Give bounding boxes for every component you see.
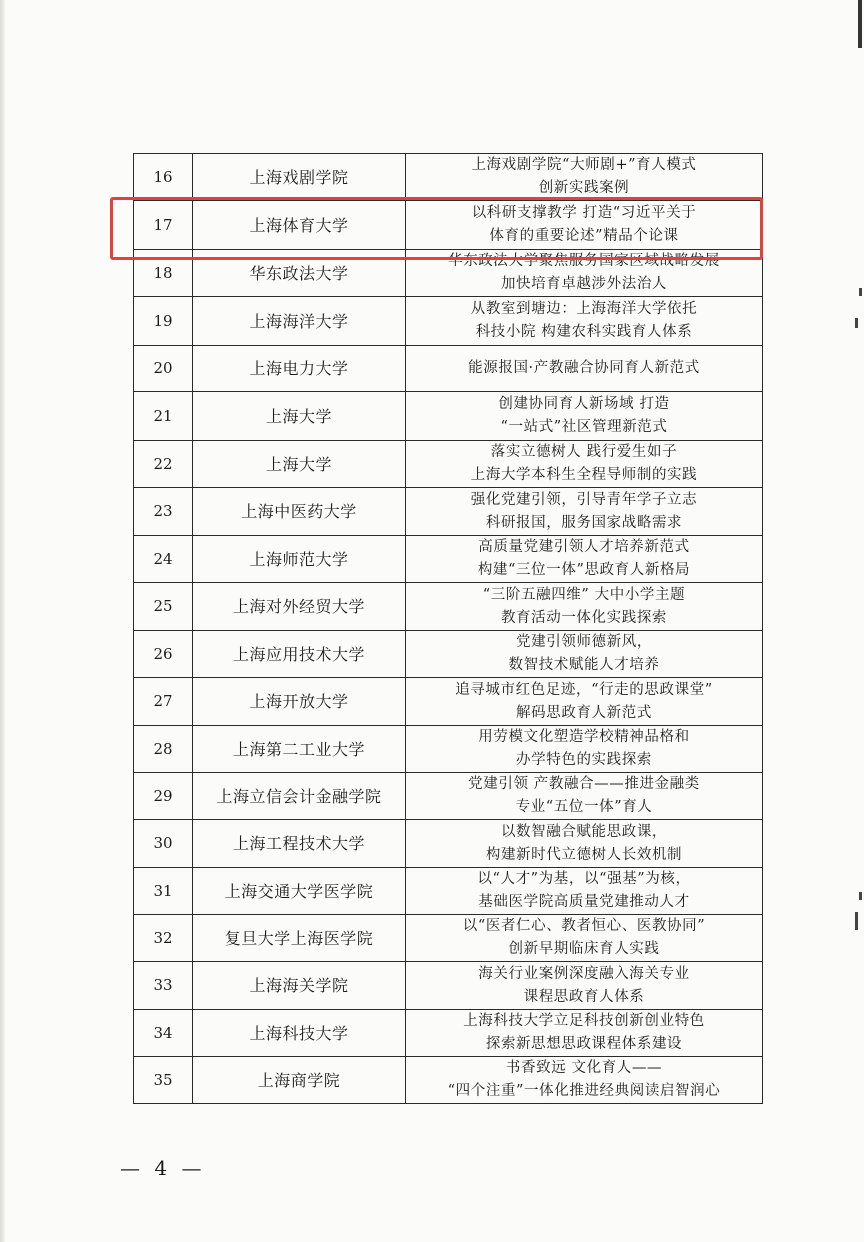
project-title-line: 落实立德树人 践行爱生如子 <box>490 444 678 460</box>
table-row <box>134 678 763 726</box>
table-row <box>134 583 763 631</box>
row-number: 34 <box>134 1010 193 1057</box>
project-title-line: 创新实践案例 <box>538 180 630 196</box>
school-name: 上海体育大学 <box>193 201 406 250</box>
school-name: 上海商学院 <box>193 1057 406 1104</box>
row-number: 19 <box>134 297 193 346</box>
project-title-line: 华东政法大学聚焦服务国家区域战略发展 <box>448 253 720 269</box>
project-title-line: 解码思政育人新范式 <box>516 704 652 721</box>
school-name: 上海第二工业大学 <box>193 726 406 773</box>
project-title <box>406 536 763 583</box>
project-title-line: 追寻城市红色足迹，“行走的思政课堂” <box>455 681 713 698</box>
project-title <box>406 1010 763 1057</box>
school-name: 上海对外经贸大学 <box>193 583 406 631</box>
award-list-body <box>134 154 763 1104</box>
project-title-line: 高质量党建引领人才培养新范式 <box>478 539 690 555</box>
project-title <box>406 346 763 392</box>
school-name: 上海开放大学 <box>193 678 406 726</box>
project-title-line: 基础医学院高质量党建推动人才 <box>478 894 690 910</box>
table-row <box>134 392 763 441</box>
table-row <box>134 1010 763 1057</box>
project-title <box>406 392 763 441</box>
table-row <box>134 1057 763 1104</box>
row-number: 27 <box>134 678 193 726</box>
table-row <box>134 962 763 1010</box>
row-number: 21 <box>134 392 193 441</box>
project-title <box>406 962 763 1010</box>
project-title-line: 党建引领 产教融合——推进金融类 <box>468 776 700 792</box>
school-name: 上海应用技术大学 <box>193 631 406 678</box>
row-number: 30 <box>134 820 193 868</box>
row-number: 32 <box>134 915 193 962</box>
school-name: 上海大学 <box>193 441 406 488</box>
project-title-line: 海关行业案例深度融入海关专业 <box>478 965 690 982</box>
scan-mark <box>859 892 862 900</box>
project-title-line: 以数智融合赋能思政课， <box>500 823 668 840</box>
project-title <box>406 726 763 773</box>
scan-page-edge <box>0 0 5 1242</box>
project-title-line: 科研报国，服务国家战略需求 <box>485 514 683 531</box>
project-title <box>406 678 763 726</box>
project-title-line: 创建协同育人新场域 打造 <box>498 396 670 412</box>
row-number: 25 <box>134 583 193 631</box>
project-title-line: 党建引领师德新风， <box>516 634 652 650</box>
row-number: 24 <box>134 536 193 583</box>
project-title-line: 强化党建引领，引导青年学子立志 <box>470 491 698 508</box>
school-name: 上海戏剧学院 <box>193 154 406 201</box>
award-list-table <box>133 153 763 1104</box>
project-title-line: 以科研支撑教学 打造“习近平关于 <box>471 205 697 221</box>
project-title-line: 上海戏剧学院“大师剧+”育人模式 <box>471 157 697 173</box>
row-number: 35 <box>134 1057 193 1104</box>
project-title-line: 加快培育卓越涉外法治人 <box>500 276 668 292</box>
school-name: 上海立信会计金融学院 <box>193 773 406 820</box>
school-name: 上海中医药大学 <box>193 488 406 536</box>
project-title <box>406 868 763 915</box>
project-title-line: 上海大学本科生全程导师制的实践 <box>470 467 698 483</box>
project-title-line: 书香致远 文化育人—— <box>505 1060 663 1076</box>
project-title <box>406 488 763 536</box>
project-title <box>406 297 763 346</box>
row-number: 18 <box>134 250 193 297</box>
project-title-line: “一站式”社区管理新范式 <box>500 419 668 435</box>
table-row <box>134 488 763 536</box>
project-title <box>406 773 763 820</box>
table-row <box>134 346 763 392</box>
project-title-line: 专业“五位一体”育人 <box>515 799 653 815</box>
project-title-line: 探索新思想思政课程体系建设 <box>485 1036 683 1052</box>
project-title <box>406 631 763 678</box>
scan-edge-mark <box>858 0 862 48</box>
project-title-line: 从教室到塘边：上海海洋大学依托 <box>470 301 698 317</box>
table-row <box>134 631 763 678</box>
school-name: 上海交通大学医学院 <box>193 868 406 915</box>
project-title-line: 课程思政育人体系 <box>523 988 645 1005</box>
school-name: 上海海洋大学 <box>193 297 406 346</box>
project-title-line: 科技小院 构建农科实践育人体系 <box>475 324 693 340</box>
project-title <box>406 583 763 631</box>
table-row <box>134 868 763 915</box>
row-number: 28 <box>134 726 193 773</box>
project-title-line: 以“人才”为基，以“强基”为核， <box>477 871 691 887</box>
project-title-line: 体育的重要论述”精品个论课 <box>489 228 679 244</box>
project-title <box>406 820 763 868</box>
row-number: 33 <box>134 962 193 1010</box>
table-row <box>134 773 763 820</box>
school-name: 上海科技大学 <box>193 1010 406 1057</box>
project-title-line: 数智技术赋能人才培养 <box>508 657 660 673</box>
school-name: 上海工程技术大学 <box>193 820 406 868</box>
project-title-line: 构建新时代立德树人长效机制 <box>485 846 683 863</box>
table-row <box>134 726 763 773</box>
school-name: 上海海关学院 <box>193 962 406 1010</box>
project-title <box>406 1057 763 1104</box>
school-name: 上海电力大学 <box>193 346 406 392</box>
project-title-line: 上海科技大学立足科技创新创业特色 <box>463 1013 705 1029</box>
row-number: 16 <box>134 154 193 201</box>
project-title-line: 教育活动一体化实践探索 <box>500 609 668 626</box>
scan-mark <box>855 318 858 328</box>
table-row <box>134 820 763 868</box>
project-title-line: 以“医者仁心、教者恒心、医教协同” <box>462 918 706 934</box>
project-title <box>406 441 763 488</box>
row-number: 31 <box>134 868 193 915</box>
table-row <box>134 297 763 346</box>
row-number: 17 <box>134 201 193 250</box>
project-title-line: “三阶五融四维” 大中小学主题 <box>482 586 686 603</box>
school-name: 上海大学 <box>193 392 406 441</box>
table-row <box>134 915 763 962</box>
highlight-box <box>110 197 763 260</box>
table-row <box>134 441 763 488</box>
table-row <box>134 536 763 583</box>
school-name: 上海师范大学 <box>193 536 406 583</box>
scan-mark <box>859 288 862 296</box>
page-number: — 4 — <box>120 1156 206 1180</box>
row-number: 26 <box>134 631 193 678</box>
table-row <box>134 154 763 201</box>
project-title-line: 办学特色的实践探索 <box>516 752 652 768</box>
project-title-line: 用劳模文化塑造学校精神品格和 <box>478 729 690 745</box>
scan-mark <box>855 912 858 930</box>
school-name: 复旦大学上海医学院 <box>193 915 406 962</box>
project-title-line: 构建“三位一体”思政育人新格局 <box>477 562 691 578</box>
project-title <box>406 915 763 962</box>
row-number: 23 <box>134 488 193 536</box>
project-title-line: “四个注重”一体化推进经典阅读启智润心 <box>447 1083 721 1099</box>
project-title-line: 能源报国·产教融合协同育人新范式 <box>468 360 700 376</box>
school-name: 华东政法大学 <box>193 250 406 297</box>
project-title <box>406 154 763 201</box>
project-title-line: 创新早期临床育人实践 <box>508 941 660 957</box>
row-number: 29 <box>134 773 193 820</box>
row-number: 22 <box>134 441 193 488</box>
row-number: 20 <box>134 346 193 392</box>
